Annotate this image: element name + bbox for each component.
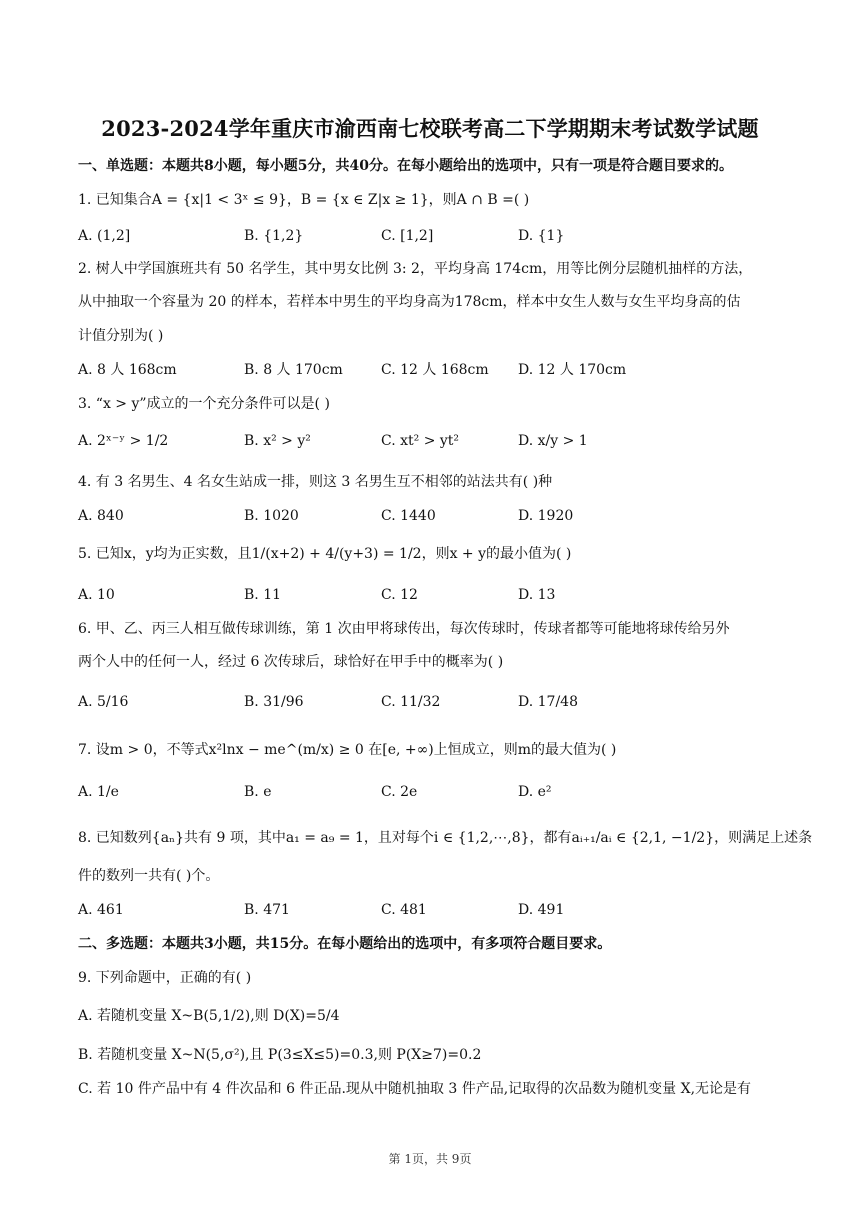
question-6-stem-line1: 6. 甲、乙、丙三人相互做传球训练，第 1 次由甲将球传出，每次传球时，传球者都等可能地将球传给另外 bbox=[78, 621, 730, 637]
question-2-stem-line1: 2. 树人中学国旗班共有 50 名学生，其中男女比例 3: 2，平均身高 174cm，用等比例分层随机抽样的方法， bbox=[78, 261, 753, 277]
q5-option-b: B. 11 bbox=[244, 587, 282, 603]
q4-option-d: D. 1920 bbox=[518, 508, 574, 524]
question-2-stem-line2: 从中抽取一个容量为 20 的样本，若样本中男生的平均身高为178cm，样本中女生人数与女生平均身高的估 bbox=[78, 294, 741, 310]
q3-option-b: B. x² > y² bbox=[244, 433, 311, 449]
q6-option-c: C. 11/32 bbox=[381, 694, 441, 710]
q1-option-c: C. [1,2] bbox=[381, 228, 434, 244]
q2-option-c: C. 12 人 168cm bbox=[381, 362, 489, 378]
q6-option-a: A. 5/16 bbox=[78, 694, 129, 710]
q6-option-d: D. 17/48 bbox=[518, 694, 578, 710]
q9-option-b: B. 若随机变量 X~N(5,σ²),且 P(3≤X≤5)=0.3,则 P(X≥7)=0.2 bbox=[78, 1047, 482, 1063]
question-6-stem-line2: 两个人中的任何一人，经过 6 次传球后，球恰好在甲手中的概率为( ) bbox=[78, 654, 504, 670]
q1-option-a: A. (1,2] bbox=[78, 228, 131, 244]
question-4-stem: 4. 有 3 名男生、4 名女生站成一排，则这 3 名男生互不相邻的站法共有( )种 bbox=[78, 474, 553, 490]
q4-option-b: B. 1020 bbox=[244, 508, 299, 524]
question-9-stem: 9. 下列命题中，正确的有( ) bbox=[78, 970, 252, 986]
q2-option-b: B. 8 人 170cm bbox=[244, 362, 343, 378]
question-2-stem-line3: 计值分别为( ) bbox=[78, 328, 164, 344]
section-heading-multiple-choice: 二、多选题：本题共3小题，共15分。在每小题给出的选项中，有多项符合题目要求。 bbox=[78, 936, 612, 952]
q9-option-a: A. 若随机变量 X~B(5,1/2),则 D(X)=5/4 bbox=[78, 1008, 340, 1024]
q7-option-d: D. e² bbox=[518, 784, 552, 800]
q8-option-d: D. 491 bbox=[518, 902, 565, 918]
question-8-stem-line2: 件的数列一共有( )个。 bbox=[78, 868, 220, 884]
section-heading-single-choice: 一、单选题：本题共8小题，每小题5分，共40分。在每小题给出的选项中，只有一项是符合题目要求的。 bbox=[78, 158, 733, 174]
q3-option-a: A. 2ˣ⁻ʸ > 1/2 bbox=[78, 433, 169, 449]
q1-option-b: B. {1,2} bbox=[244, 228, 304, 244]
q5-option-c: C. 12 bbox=[381, 587, 418, 603]
page-title: 2023-2024学年重庆市渝西南七校联考高二下学期期末考试数学试题 bbox=[101, 116, 759, 141]
q7-option-c: C. 2e bbox=[381, 784, 418, 800]
question-3-stem: 3. “x > y”成立的一个充分条件可以是( ) bbox=[78, 396, 330, 412]
question-7-stem: 7. 设m > 0，不等式x²lnx − me^(m/x) ≥ 0 在[e, +∞)上恒成立，则m的最大值为( ) bbox=[78, 742, 617, 758]
q7-option-a: A. 1/e bbox=[78, 784, 119, 800]
question-8-stem-line1: 8. 已知数列{aₙ}共有 9 项，其中a₁ = a₉ = 1，且对每个i ∈ {1,2,⋯,8}，都有aᵢ₊₁/aᵢ ∈ {2,1, −1/2}，则满足上述条 bbox=[78, 830, 813, 846]
q9-option-c: C. 若 10 件产品中有 4 件次品和 6 件正品.现从中随机抽取 3 件产品,记取得的次品数为随机变量 X,无论是有 bbox=[78, 1081, 752, 1097]
q4-option-c: C. 1440 bbox=[381, 508, 436, 524]
q5-option-a: A. 10 bbox=[78, 587, 115, 603]
q3-option-d: D. x/y > 1 bbox=[518, 433, 588, 449]
q8-option-c: C. 481 bbox=[381, 902, 427, 918]
q3-option-c: C. xt² > yt² bbox=[381, 433, 460, 449]
q2-option-d: D. 12 人 170cm bbox=[518, 362, 627, 378]
q2-option-a: A. 8 人 168cm bbox=[78, 362, 177, 378]
question-5-stem: 5. 已知x，y均为正实数，且1/(x+2) + 4/(y+3) = 1/2，则x + y的最小值为( ) bbox=[78, 546, 572, 562]
q6-option-b: B. 31/96 bbox=[244, 694, 304, 710]
page-footer: 第 1页，共 9页 bbox=[388, 1152, 472, 1166]
question-1-stem: 1. 已知集合A = {x|1 < 3ˣ ≤ 9}，B = {x ∈ Z|x ≥ 1}，则A ∩ B =( ) bbox=[78, 192, 530, 208]
q4-option-a: A. 840 bbox=[78, 508, 124, 524]
q8-option-a: A. 461 bbox=[78, 902, 124, 918]
q1-option-d: D. {1} bbox=[518, 228, 565, 244]
q8-option-b: B. 471 bbox=[244, 902, 290, 918]
q7-option-b: B. e bbox=[244, 784, 272, 800]
q5-option-d: D. 13 bbox=[518, 587, 556, 603]
